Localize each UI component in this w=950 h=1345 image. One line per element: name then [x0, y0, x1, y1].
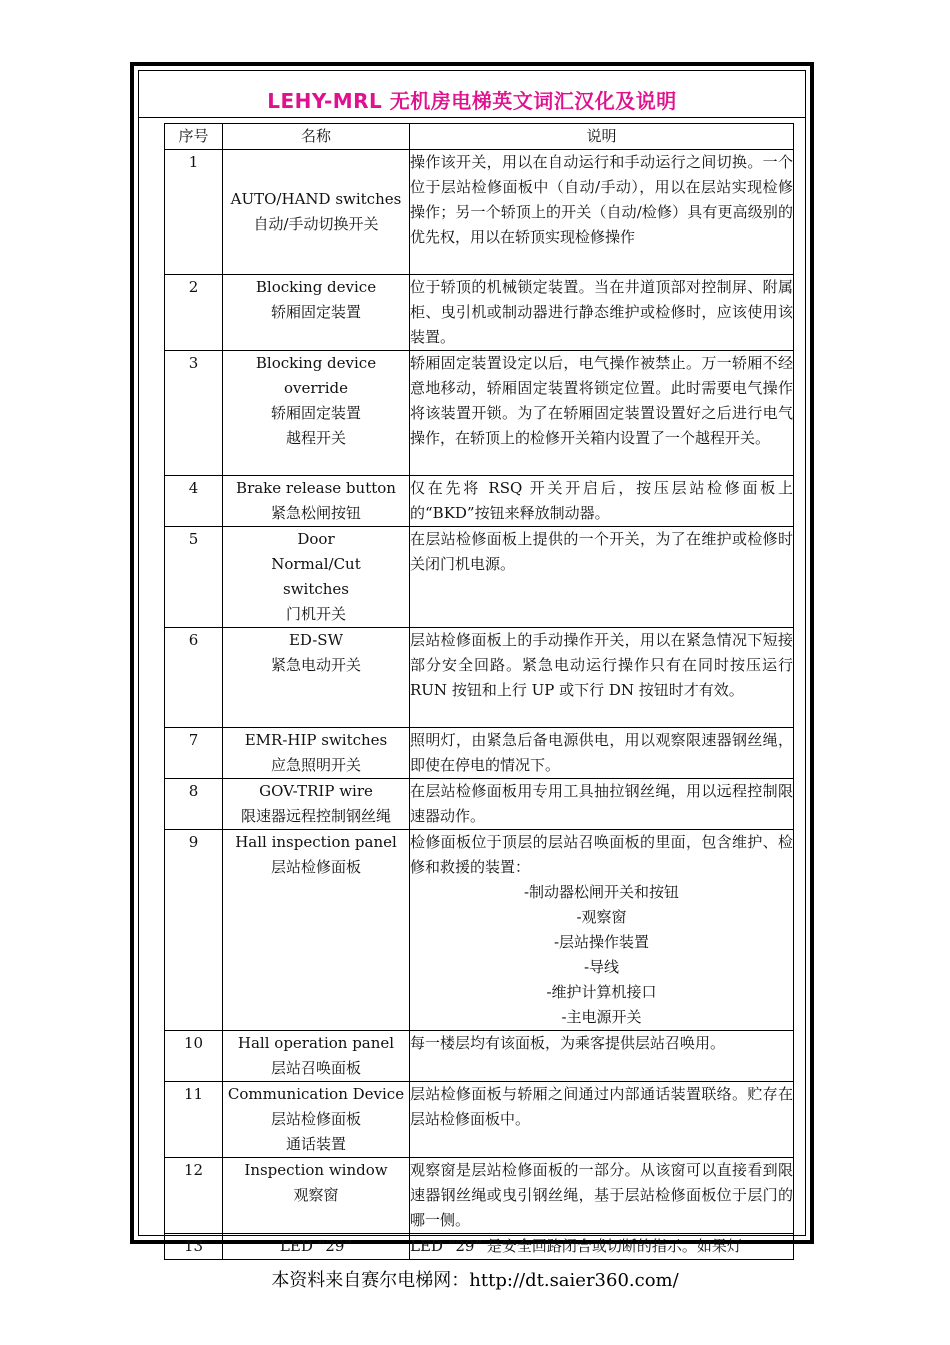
row-name	[223, 779, 410, 830]
row-name	[223, 150, 410, 275]
row-name-cn: 紧急松闸按钮	[270, 504, 361, 522]
row-number: 7	[165, 728, 223, 779]
row-description: 位于轿顶的机械锁定装置。当在井道顶部对控制屏、附属柜、曳引机或制动器进行静态维护或检修时，应该使用该装置。	[410, 275, 794, 351]
row-number: 9	[165, 830, 223, 1031]
row-name-en: Hall operation panel	[237, 1034, 395, 1052]
header-name: 名称	[223, 124, 410, 150]
row-number: 12	[165, 1158, 223, 1234]
table-row	[165, 1158, 794, 1234]
row-name-en: LED “29”	[279, 1237, 353, 1255]
row-number: 2	[165, 275, 223, 351]
row-name-cn: 限速器远程控制钢丝绳	[240, 807, 391, 825]
row-number: 1	[165, 150, 223, 275]
row-name	[223, 1158, 410, 1234]
row-name	[223, 1031, 410, 1082]
table-row	[165, 275, 794, 351]
row-name	[223, 527, 410, 628]
row-name-en: Hall inspection panel	[235, 833, 397, 851]
row-name-en: Brake release button	[236, 479, 396, 497]
row-description: 每一楼层均有该面板，为乘客提供层站召唤用。	[410, 1031, 794, 1082]
header-description: 说明	[410, 124, 794, 150]
row-name	[223, 628, 410, 728]
row-number: 13	[165, 1234, 223, 1260]
row-number: 3	[165, 351, 223, 476]
header-number: 序号	[165, 124, 223, 150]
table-row	[165, 728, 794, 779]
row-description: 仅在先将 RSQ 开关开启后，按压层站检修面板上的“BKD”按钮来释放制动器。	[410, 476, 794, 527]
row-description: 在层站检修面板用专用工具抽拉钢丝绳，用以远程控制限速器动作。	[410, 779, 794, 830]
row-name	[223, 728, 410, 779]
document-title: LEHY-MRL 无机房电梯英文词汇汉化及说明	[267, 89, 677, 113]
row-name-cn: 通话装置	[285, 1135, 346, 1153]
row-name-en: AUTO/HAND switches	[230, 190, 402, 208]
row-name-en: Blocking device override	[255, 354, 377, 397]
row-name-cn: 层站召唤面板	[270, 1059, 361, 1077]
source-footer: 本资料来自赛尔电梯网：http://dt.saier360.com/	[271, 1270, 679, 1291]
table-row	[165, 1031, 794, 1082]
row-name-cn: 紧急电动开关	[270, 656, 361, 674]
row-name-en: Communication Device	[227, 1085, 405, 1103]
table-row	[165, 150, 794, 275]
row-number: 10	[165, 1031, 223, 1082]
row-description: 层站检修面板上的手动操作开关，用以在紧急情况下短接部分安全回路。紧急电动运行操作只有在同时按压运行 RUN 按钮和上行 UP 或下行 DN 按钮时才有效。	[410, 628, 794, 728]
table-header-row	[165, 124, 794, 150]
row-name-en: GOV-TRIP wire	[259, 782, 373, 800]
list-item: -制动器松闸开关和按钮	[523, 883, 680, 901]
row-description: 轿厢固定装置设定以后，电气操作被禁止。万一轿厢不经意地移动，轿厢固定装置将锁定位置。此时需要电气操作将该装置开锁。为了在轿厢固定装置设置好之后进行电气操作，在轿顶上的检修开关箱内设置了一个越程开关。	[410, 351, 794, 476]
list-item: -维护计算机接口	[546, 983, 657, 1001]
table-row	[165, 1082, 794, 1158]
row-description: 照明灯，由紧急后备电源供电，用以观察限速器钢丝绳，即使在停电的情况下。	[410, 728, 794, 779]
table-row	[165, 476, 794, 527]
row-name-en: Door Normal/Cut switches	[271, 530, 361, 598]
table-row	[165, 1234, 794, 1260]
row-name	[223, 476, 410, 527]
row-name	[223, 1082, 410, 1158]
row-description-text: 检修面板位于顶层的层站召唤面板的里面，包含维护、检修和救援的装置：	[410, 833, 793, 876]
row-number: 11	[165, 1082, 223, 1158]
row-description: 观察窗是层站检修面板的一部分。从该窗可以直接看到限速器钢丝绳或曳引钢丝绳，基于层站检修面板位于层门的哪一侧。	[410, 1158, 794, 1234]
list-item: -导线	[583, 958, 620, 976]
row-name-cn: 自动/手动切换开关	[253, 215, 379, 233]
list-item: -主电源开关	[561, 1008, 642, 1026]
row-name-en: EMR-HIP switches	[244, 731, 388, 749]
row-name-cn: 门机开关	[285, 605, 346, 623]
document-inner-border	[138, 70, 806, 1255]
row-number: 6	[165, 628, 223, 728]
row-name-cn: 轿厢固定装置	[270, 303, 361, 321]
row-name-cn: 层站检修面板	[270, 1110, 361, 1128]
row-number: 4	[165, 476, 223, 527]
row-name	[223, 351, 410, 476]
row-number: 5	[165, 527, 223, 628]
list-item: -层站操作装置	[553, 933, 650, 951]
table-row	[165, 830, 794, 1031]
row-description: LED “29” 是安全回路闭合或切断的指示。如果灯	[410, 1234, 794, 1260]
table-row	[165, 779, 794, 830]
row-name	[223, 275, 410, 351]
row-name-cn: 越程开关	[285, 429, 346, 447]
table-row	[165, 628, 794, 728]
row-description: 在层站检修面板上提供的一个开关，为了在维护或检修时关闭门机电源。	[410, 527, 794, 628]
row-description: 层站检修面板与轿厢之间通过内部通话装置联络。贮存在层站检修面板中。	[410, 1082, 794, 1158]
table-row	[165, 351, 794, 476]
row-name-en: Inspection window	[244, 1161, 388, 1179]
row-name-cn: 轿厢固定装置	[270, 404, 361, 422]
document-frame	[130, 62, 814, 1255]
row-description	[410, 830, 794, 1031]
list-item: -观察窗	[576, 908, 627, 926]
row-name-cn: 层站检修面板	[270, 858, 361, 876]
row-name-cn: 观察窗	[293, 1186, 339, 1204]
row-name-en: Blocking device	[255, 278, 377, 296]
glossary-table	[164, 123, 794, 1260]
row-name	[223, 830, 410, 1031]
title-divider	[139, 117, 805, 118]
row-number: 8	[165, 779, 223, 830]
table-row	[165, 527, 794, 628]
row-name-cn: 应急照明开关	[270, 756, 361, 774]
row-name-en: ED-SW	[288, 631, 344, 649]
row-name	[223, 1234, 410, 1260]
row-description: 操作该开关，用以在自动运行和手动运行之间切换。一个位于层站检修面板中（自动/手动），用以在层站实现检修操作；另一个轿顶上的开关（自动/检修）具有更高级别的优先权，用以在轿顶实现检修操作	[410, 150, 794, 275]
